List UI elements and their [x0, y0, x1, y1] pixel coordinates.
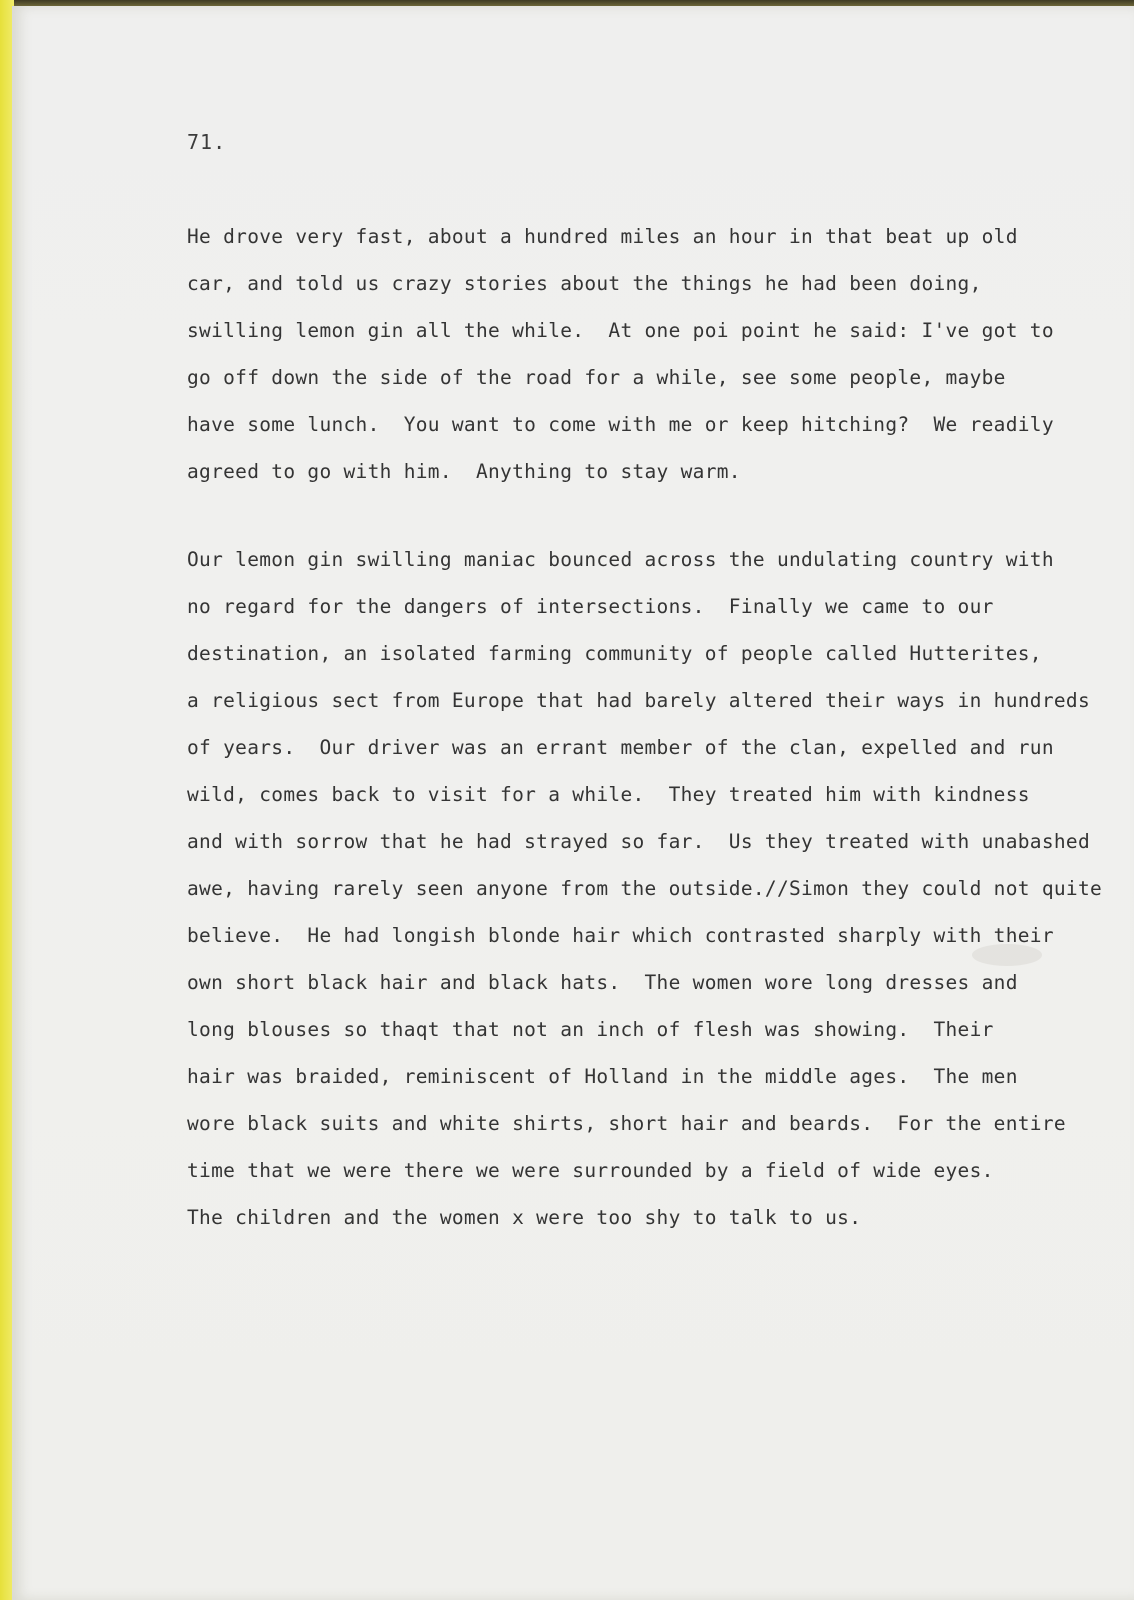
- text-line: hair was braided, reminiscent of Holland in the middle ages. The men: [187, 1065, 1018, 1088]
- typewritten-page: [12, 6, 1134, 1600]
- text-line: The children and the women x were too shy to talk to us.: [187, 1206, 862, 1229]
- text-line: have some lunch. You want to come with me or keep hitching? We readily: [187, 413, 1054, 436]
- text-line: a religious sect from Europe that had barely altered their ways in hundreds: [187, 689, 1090, 712]
- text-line: own short black hair and black hats. The women wore long dresses and: [187, 971, 1018, 994]
- text-line: long blouses so thaqt that not an inch of flesh was showing. Their: [187, 1018, 994, 1041]
- text-line: swilling lemon gin all the while. At one poi point he said: I've got to: [187, 319, 1054, 342]
- paragraph-2: [187, 536, 1102, 1241]
- text-line: car, and told us crazy stories about the things he had been doing,: [187, 272, 982, 295]
- text-line: destination, an isolated farming community of people called Hutterites,: [187, 642, 1042, 665]
- text-line: time that we were there we were surrounded by a field of wide eyes.: [187, 1159, 994, 1182]
- text-line: go off down the side of the road for a while, see some people, maybe: [187, 366, 1006, 389]
- text-line: Our lemon gin swilling maniac bounced across the undulating country with: [187, 548, 1054, 571]
- text-line: awe, having rarely seen anyone from the outside.//Simon they could not quite: [187, 877, 1103, 900]
- text-line: of years. Our driver was an errant member of the clan, expelled and run: [187, 736, 1054, 759]
- text-line: wore black suits and white shirts, short hair and beards. For the entire: [187, 1112, 1066, 1135]
- text-line: no regard for the dangers of intersections. Finally we came to our: [187, 595, 994, 618]
- text-line: and with sorrow that he had strayed so far. Us they treated with unabashed: [187, 830, 1090, 853]
- text-line: believe. He had longish blonde hair which contrasted sharply with their: [187, 924, 1054, 947]
- page-number: 71.: [187, 130, 227, 154]
- text-line: wild, comes back to visit for a while. They treated him with kindness: [187, 783, 1030, 806]
- text-line: He drove very fast, about a hundred miles an hour in that beat up old: [187, 225, 1018, 248]
- paragraph-1: [187, 213, 1054, 495]
- text-line: agreed to go with him. Anything to stay warm.: [187, 460, 741, 483]
